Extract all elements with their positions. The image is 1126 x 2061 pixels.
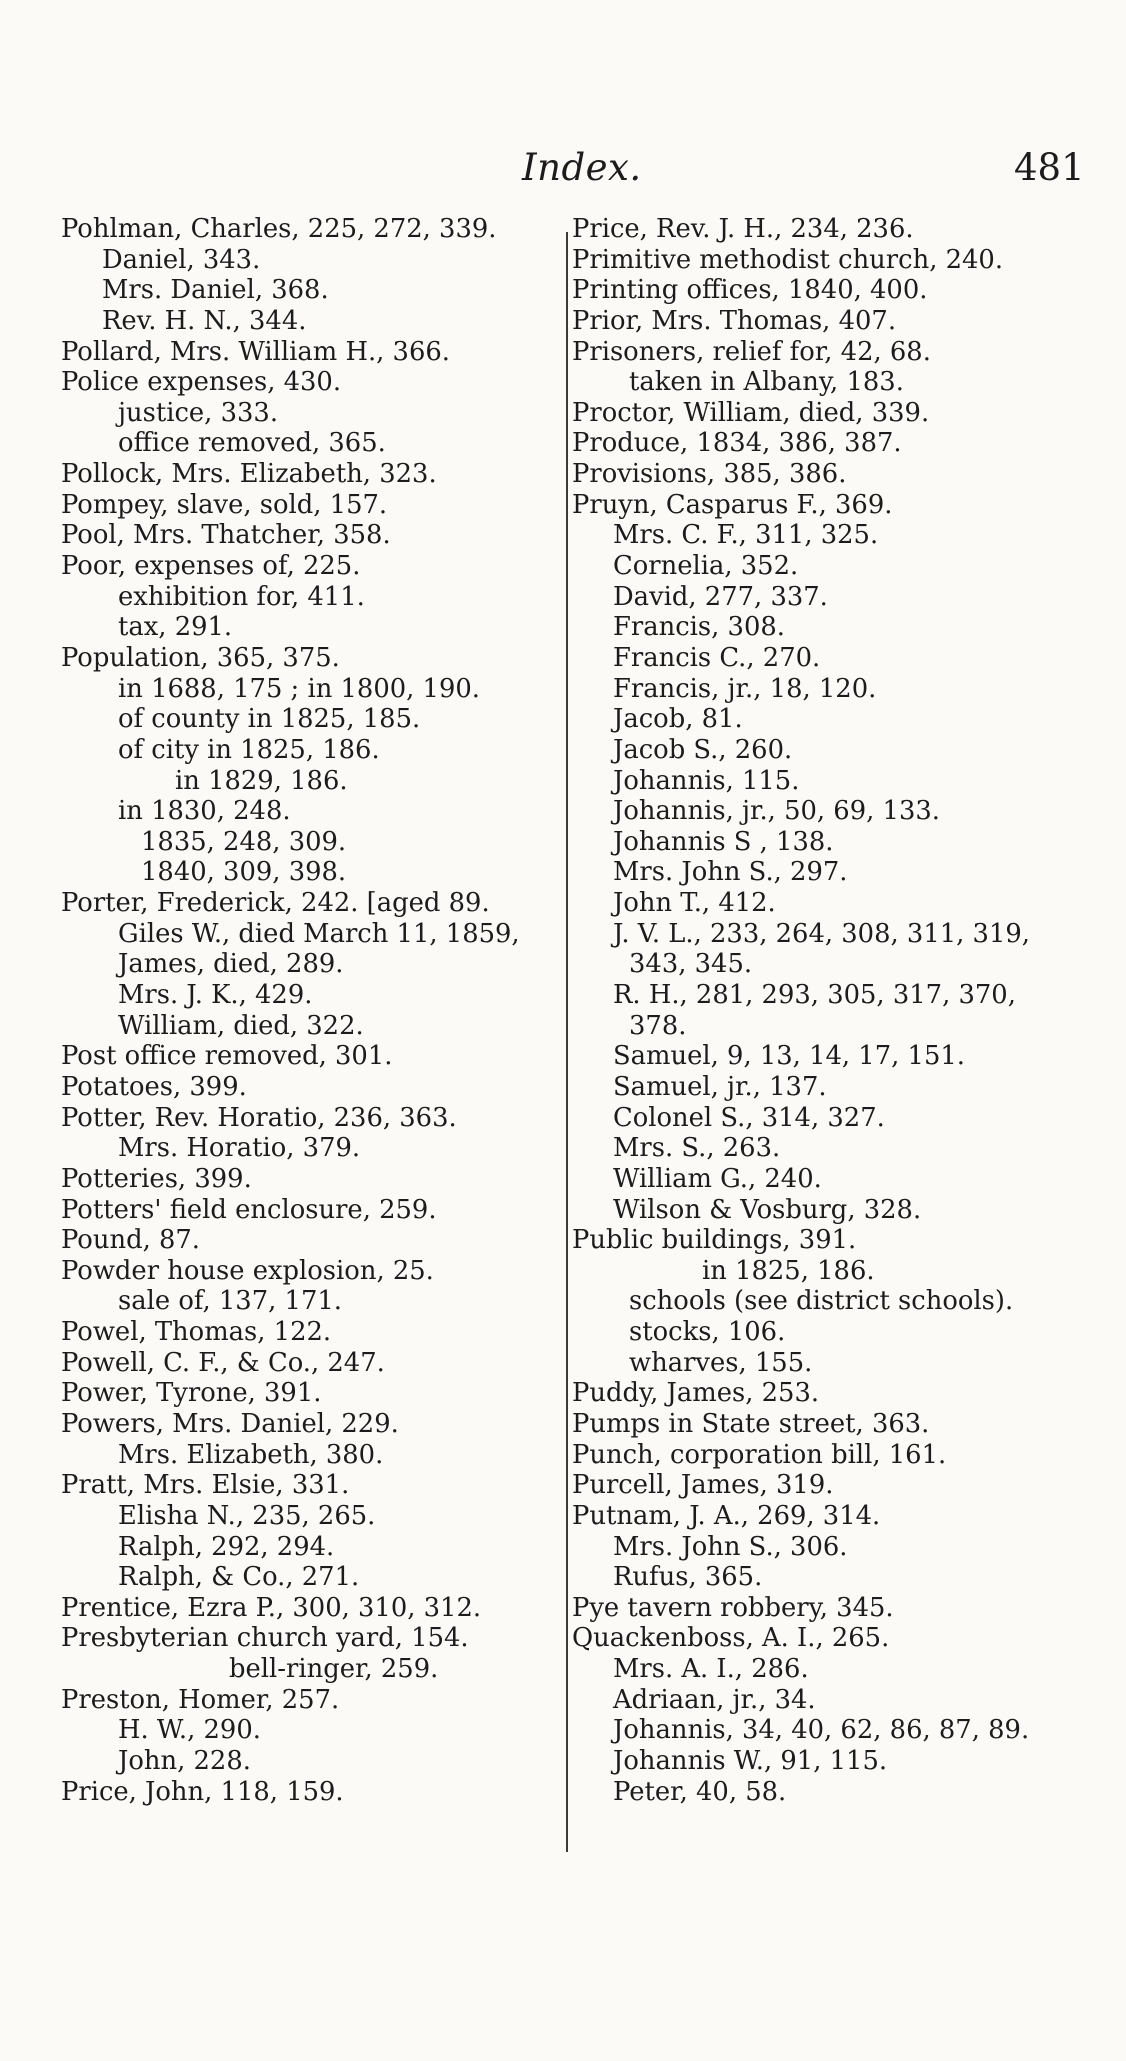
index-entry: Punch, corporation bill, 161. [572, 1439, 947, 1470]
index-entry: Mrs. Daniel, 368. [102, 275, 329, 306]
index-entry: William, died, 322. [118, 1010, 364, 1041]
index-entry: Francis, 308. [613, 612, 786, 643]
index-entry: Produce, 1834, 386, 387. [572, 428, 902, 459]
index-entry: of county in 1825, 185. [118, 704, 421, 735]
index-entry: Potatoes, 399. [61, 1071, 247, 1102]
index-entry: Prisoners, relief for, 42, 68. [572, 336, 931, 367]
index-entry: Jacob, 81. [613, 704, 743, 735]
index-entry: wharves, 155. [629, 1347, 813, 1378]
index-entry: Colonel S., 314, 327. [613, 1102, 885, 1133]
index-entry: Elisha N., 235, 265. [118, 1500, 376, 1531]
index-entry: John T., 412. [613, 888, 776, 919]
index-entry: Pumps in State street, 363. [572, 1408, 930, 1439]
index-entry: Price, Rev. J. H., 234, 236. [572, 214, 914, 244]
index-entry: Powers, Mrs. Daniel, 229. [61, 1408, 399, 1439]
index-entry: Samuel, jr., 137. [613, 1071, 827, 1102]
index-entry: Samuel, 9, 13, 14, 17, 151. [613, 1041, 965, 1072]
index-entry: Francis C., 270. [613, 642, 821, 673]
index-entry: Presbyterian church yard, 154. [61, 1623, 469, 1654]
index-entry: Police expenses, 430. [61, 367, 342, 398]
index-entry: 1835, 248, 309. [141, 826, 347, 857]
index-entry: schools (see district schools). [629, 1286, 1014, 1317]
index-entry: Pratt, Mrs. Elsie, 331. [61, 1470, 350, 1501]
index-entry: Johannis, 34, 40, 62, 86, 87, 89. [613, 1715, 1030, 1746]
index-entry: William G., 240. [613, 1163, 822, 1194]
index-entry: Adriaan, jr., 34. [613, 1684, 816, 1715]
index-entry: Public buildings, 391. [572, 1225, 857, 1256]
index-entry: Mrs. Horatio, 379. [118, 1133, 361, 1164]
index-entry: J. V. L., 233, 264, 308, 311, 319, [613, 918, 1030, 949]
index-entry: Provisions, 385, 386. [572, 459, 847, 490]
index-entry: sale of, 137, 171. [118, 1286, 342, 1317]
index-entry: Quackenboss, A. I., 265. [572, 1623, 890, 1654]
index-entry: 378. [629, 1010, 687, 1041]
index-entry: Pompey, slave, sold, 157. [61, 489, 388, 520]
index-entry: Ralph, & Co., 271. [118, 1562, 360, 1593]
index-entry: Mrs. Elizabeth, 380. [118, 1439, 384, 1470]
index-entry: Mrs. John S., 306. [613, 1531, 848, 1562]
index-entry: Porter, Frederick, 242. [aged 89. [61, 888, 490, 919]
index-entry: Prentice, Ezra P., 300, 310, 312. [61, 1592, 482, 1623]
index-entry: John, 228. [118, 1746, 251, 1777]
index-entry: Powell, C. F., & Co., 247. [61, 1347, 385, 1378]
index-entry: Potter, Rev. Horatio, 236, 363. [61, 1102, 457, 1133]
index-entry: Price, John, 118, 159. [61, 1776, 344, 1807]
index-entry: bell-ringer, 259. [229, 1654, 439, 1685]
index-entry: Johannis W., 91, 115. [613, 1746, 888, 1777]
index-entry: Jacob S., 260. [613, 734, 793, 765]
index-entry: justice, 333. [118, 397, 279, 428]
page-number: 481 [1014, 146, 1085, 189]
index-entry: stocks, 106. [629, 1317, 786, 1348]
index-entry: in 1829, 186. [175, 765, 348, 796]
index-entry: in 1830, 248. [118, 796, 291, 827]
index-entry: David, 277, 337. [613, 581, 828, 612]
index-entry: Primitive methodist church, 240. [572, 244, 1004, 275]
index-entry: Proctor, William, died, 339. [572, 397, 930, 428]
index-entry: Post office removed, 301. [61, 1041, 393, 1072]
index-column-left [61, 214, 561, 1807]
index-entry: tax, 291. [118, 612, 233, 643]
index-entry: 1840, 309, 398. [141, 857, 347, 888]
index-entry: Ralph, 292, 294. [118, 1531, 335, 1562]
index-entry: Prior, Mrs. Thomas, 407. [572, 305, 897, 336]
page-title: Index. [522, 146, 642, 189]
index-entry: James, died, 289. [118, 949, 344, 980]
column-divider [566, 232, 568, 1852]
index-entry: R. H., 281, 293, 305, 317, 370, [613, 980, 1016, 1011]
index-entry: Mrs. A. I., 286. [613, 1654, 809, 1685]
index-entry: of city in 1825, 186. [118, 734, 380, 765]
index-entry: Johannis, jr., 50, 69, 133. [613, 796, 940, 827]
index-entry: Pohlman, Charles, 225, 272, 339. [61, 214, 497, 244]
index-entry: Pye tavern robbery, 345. [572, 1592, 894, 1623]
index-entry: Francis, jr., 18, 120. [613, 673, 877, 704]
index-entry: Pruyn, Casparus F., 369. [572, 489, 893, 520]
index-entry: Mrs. John S., 297. [613, 857, 848, 888]
index-entry: Mrs. C. F., 311, 325. [613, 520, 879, 551]
index-entry: Power, Tyrone, 391. [61, 1378, 322, 1409]
index-entry: Preston, Homer, 257. [61, 1684, 340, 1715]
index-entry: Poor, expenses of, 225. [61, 551, 361, 582]
index-entry: Giles W., died March 11, 1859, [118, 918, 520, 949]
index-entry: office removed, 365. [118, 428, 386, 459]
index-entry: Population, 365, 375. [61, 642, 340, 673]
index-entry: Rev. H. N., 344. [102, 305, 307, 336]
index-entry: Johannis S , 138. [613, 826, 834, 857]
index-entry: Wilson & Vosburg, 328. [613, 1194, 922, 1225]
index-entry: Pollard, Mrs. William H., 366. [61, 336, 450, 367]
index-entry: Rufus, 365. [613, 1562, 763, 1593]
index-entry: Peter, 40, 58. [613, 1776, 787, 1807]
index-entry: H. W., 290. [118, 1715, 261, 1746]
index-entry: in 1688, 175 ; in 1800, 190. [118, 673, 481, 704]
index-entry: Printing offices, 1840, 400. [572, 275, 928, 306]
page-header [0, 146, 1126, 192]
index-entry: Johannis, 115. [613, 765, 800, 796]
index-entry: in 1825, 186. [702, 1255, 875, 1286]
index-entry: Powder house explosion, 25. [61, 1255, 434, 1286]
index-entry: Powel, Thomas, 122. [61, 1317, 332, 1348]
index-entry: Mrs. S., 263. [613, 1133, 781, 1164]
index-entry: Pool, Mrs. Thatcher, 358. [61, 520, 391, 551]
index-column-right [572, 214, 1092, 1807]
index-entry: Potters' field enclosure, 259. [61, 1194, 437, 1225]
index-entry: exhibition for, 411. [118, 581, 365, 612]
index-entry: Puddy, James, 253. [572, 1378, 820, 1409]
index-entry: Potteries, 399. [61, 1163, 252, 1194]
index-entry: Pound, 87. [61, 1225, 201, 1256]
index-entry: Putnam, J. A., 269, 314. [572, 1500, 881, 1531]
index-entry: Pollock, Mrs. Elizabeth, 323. [61, 459, 437, 490]
index-entry: Mrs. J. K., 429. [118, 980, 313, 1011]
index-entry: Purcell, James, 319. [572, 1470, 834, 1501]
index-entry: Daniel, 343. [102, 244, 261, 275]
index-entry: taken in Albany, 183. [629, 367, 904, 398]
index-entry: Cornelia, 352. [613, 551, 799, 582]
index-entry: 343, 345. [629, 949, 753, 980]
